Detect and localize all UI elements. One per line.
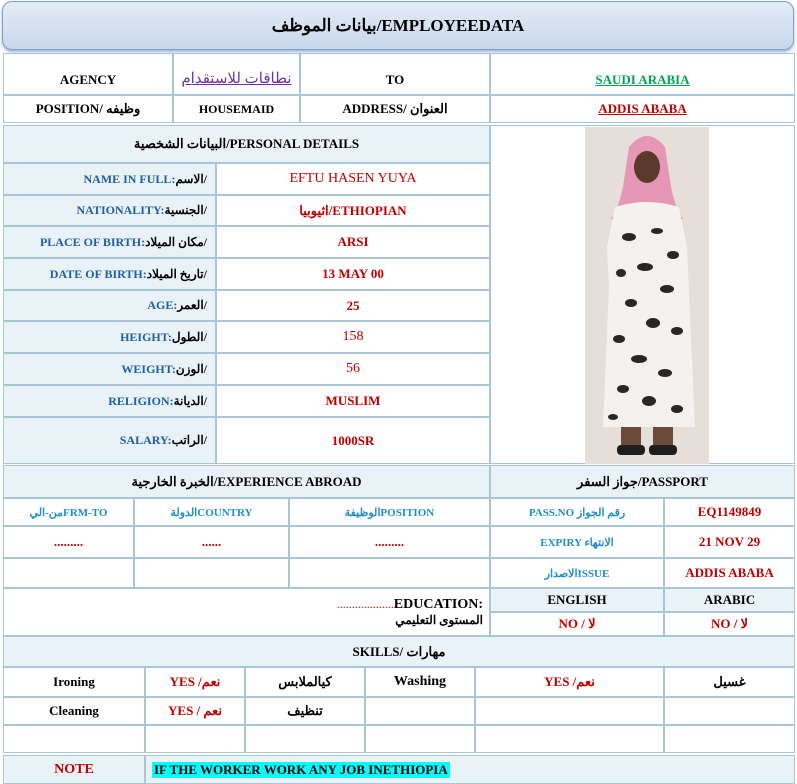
personal-label-en: AGE: <box>147 298 178 312</box>
expiry-label: EXPIRY الانتهاء <box>490 526 664 558</box>
personal-value-text: ARSI <box>337 234 369 249</box>
personal-label-5 <box>3 321 216 353</box>
education-cell: ...................EDUCATION: المستوى التعليمي <box>3 588 490 636</box>
passport-no-value: EQ1149849 <box>664 498 795 526</box>
personal-value-text: 56 <box>346 361 360 376</box>
address-label: ADDRESS/ العنوان <box>300 95 490 123</box>
skill-empty-1 <box>365 697 475 725</box>
personal-value-6 <box>216 353 490 385</box>
exp-empty-2 <box>134 558 289 588</box>
personal-label-1 <box>3 195 216 226</box>
skill-cleaning-ar: تنظيف <box>245 697 365 725</box>
worker-photo <box>585 127 709 464</box>
personal-label-6 <box>3 353 216 385</box>
personal-label-en: RELIGION: <box>108 393 174 408</box>
personal-label-ar: الجنسية/ <box>164 203 207 217</box>
skill-empty-4 <box>3 725 145 753</box>
personal-value-8 <box>216 417 490 464</box>
skill-empty-8 <box>475 725 664 753</box>
skill-empty-7 <box>365 725 475 753</box>
to-label: TO <box>300 53 490 95</box>
personal-label-8 <box>3 417 216 464</box>
note-label: NOTE <box>3 755 145 784</box>
personal-label-ar: الاسم/ <box>175 171 207 186</box>
personal-label-7 <box>3 385 216 417</box>
personal-value-text: اثيوبيا/ETHIOPIAN <box>299 202 407 218</box>
exp-empty-3 <box>289 558 490 588</box>
skill-ironing-ar: كيالملابس <box>245 667 365 697</box>
personal-value-4 <box>216 290 490 321</box>
passport-heading: جواز السفر/PASSPORT <box>490 465 795 498</box>
note-text: IF THE WORKER WORK ANY JOB INETHIOPIA <box>145 755 795 784</box>
personal-label-3 <box>3 258 216 290</box>
exp-blank-3: ......... <box>289 526 490 558</box>
personal-label-ar: مكان الميلاد/ <box>145 234 207 249</box>
issue-label: الاصدارISSUE <box>490 558 664 588</box>
personal-label-en: WEIGHT: <box>121 361 176 376</box>
issue-value: ADDIS ABABA <box>664 558 795 588</box>
personal-value-2 <box>216 226 490 258</box>
personal-value-3 <box>216 258 490 290</box>
personal-label-en: DATE OF BIRTH: <box>49 266 147 281</box>
personal-label-en: HEIGHT: <box>120 329 172 344</box>
skill-ironing-value: YES /نعم <box>145 667 245 697</box>
skills-heading: SKILLS/ مهارات <box>3 636 795 667</box>
personal-value-0 <box>216 163 490 195</box>
skill-cleaning-value: YES / نعم <box>145 697 245 725</box>
to-value: SAUDI ARABIA <box>490 53 795 95</box>
personal-label-en: PLACE OF BIRTH: <box>39 234 146 249</box>
personal-label-4 <box>3 290 216 321</box>
personal-label-en: NAME IN FULL: <box>83 171 176 186</box>
personal-label-2 <box>3 226 216 258</box>
personal-label-en: NATIONALITY: <box>76 203 165 217</box>
exp-empty-1 <box>3 558 134 588</box>
col-country: الدولةCOUNTRY <box>134 498 289 526</box>
personal-label-0 <box>3 163 216 195</box>
personal-value-text: MUSLIM <box>325 393 381 408</box>
position-label: POSITION/ وظيفه <box>3 95 173 123</box>
skill-empty-6 <box>245 725 365 753</box>
personal-value-text: 158 <box>342 329 364 344</box>
skill-empty-9 <box>664 725 795 753</box>
personal-label-ar: الديانة/ <box>173 393 207 408</box>
english-value: NO / لا <box>490 612 664 636</box>
address-value: ADDIS ABABA <box>490 95 795 123</box>
agency-label: AGENCY <box>3 53 173 95</box>
skill-empty-5 <box>145 725 245 753</box>
personal-value-5 <box>216 321 490 353</box>
english-label: ENGLISH <box>490 588 664 612</box>
expiry-value: 21 NOV 29 <box>664 526 795 558</box>
arabic-value: NO / لا <box>664 612 795 636</box>
agency-value: نطاقات للاستقدام <box>173 53 300 95</box>
col-position: الوظيفةPOSITION <box>289 498 490 526</box>
personal-label-ar: الطول/ <box>171 329 207 344</box>
personal-value-text: 13 MAY 00 <box>322 266 384 281</box>
passport-no-label: PASS.NO رقم الجواز <box>490 498 664 526</box>
col-frm-to: من-اليFRM-TO <box>3 498 134 526</box>
personal-label-ar: العمر/ <box>177 298 207 312</box>
personal-label-ar: الوزن/ <box>175 361 207 376</box>
skill-empty-2 <box>475 697 664 725</box>
exp-blank-1: ......... <box>3 526 134 558</box>
position-value: HOUSEMAID <box>173 95 300 123</box>
skill-washing-ar: غسيل <box>664 667 795 697</box>
page-title: بيانات الموظف/EMPLOYEEDATA <box>2 1 794 50</box>
personal-value-text: 1000SR <box>331 432 375 448</box>
personal-label-ar: الراتب/ <box>171 433 207 447</box>
experience-heading: الخبرة الخارجية/EXPERIENCE ABROAD <box>3 465 490 498</box>
skill-cleaning: Cleaning <box>3 697 145 725</box>
skill-washing: Washing <box>365 667 475 697</box>
personal-value-text: EFTU HASEN YUYA <box>289 171 417 186</box>
personal-label-en: SALARY: <box>119 433 172 447</box>
personal-heading: البيانات الشخصية/PERSONAL DETAILS <box>3 125 490 163</box>
arabic-label: ARABIC <box>664 588 795 612</box>
personal-value-1 <box>216 195 490 226</box>
personal-label-ar: تاريخ الميلاد/ <box>146 266 207 281</box>
skill-washing-value: YES /نعم <box>475 667 664 697</box>
personal-value-7 <box>216 385 490 417</box>
personal-value-text: 25 <box>346 297 360 313</box>
skill-empty-3 <box>664 697 795 725</box>
skill-ironing: Ironing <box>3 667 145 697</box>
exp-blank-2: ...... <box>134 526 289 558</box>
